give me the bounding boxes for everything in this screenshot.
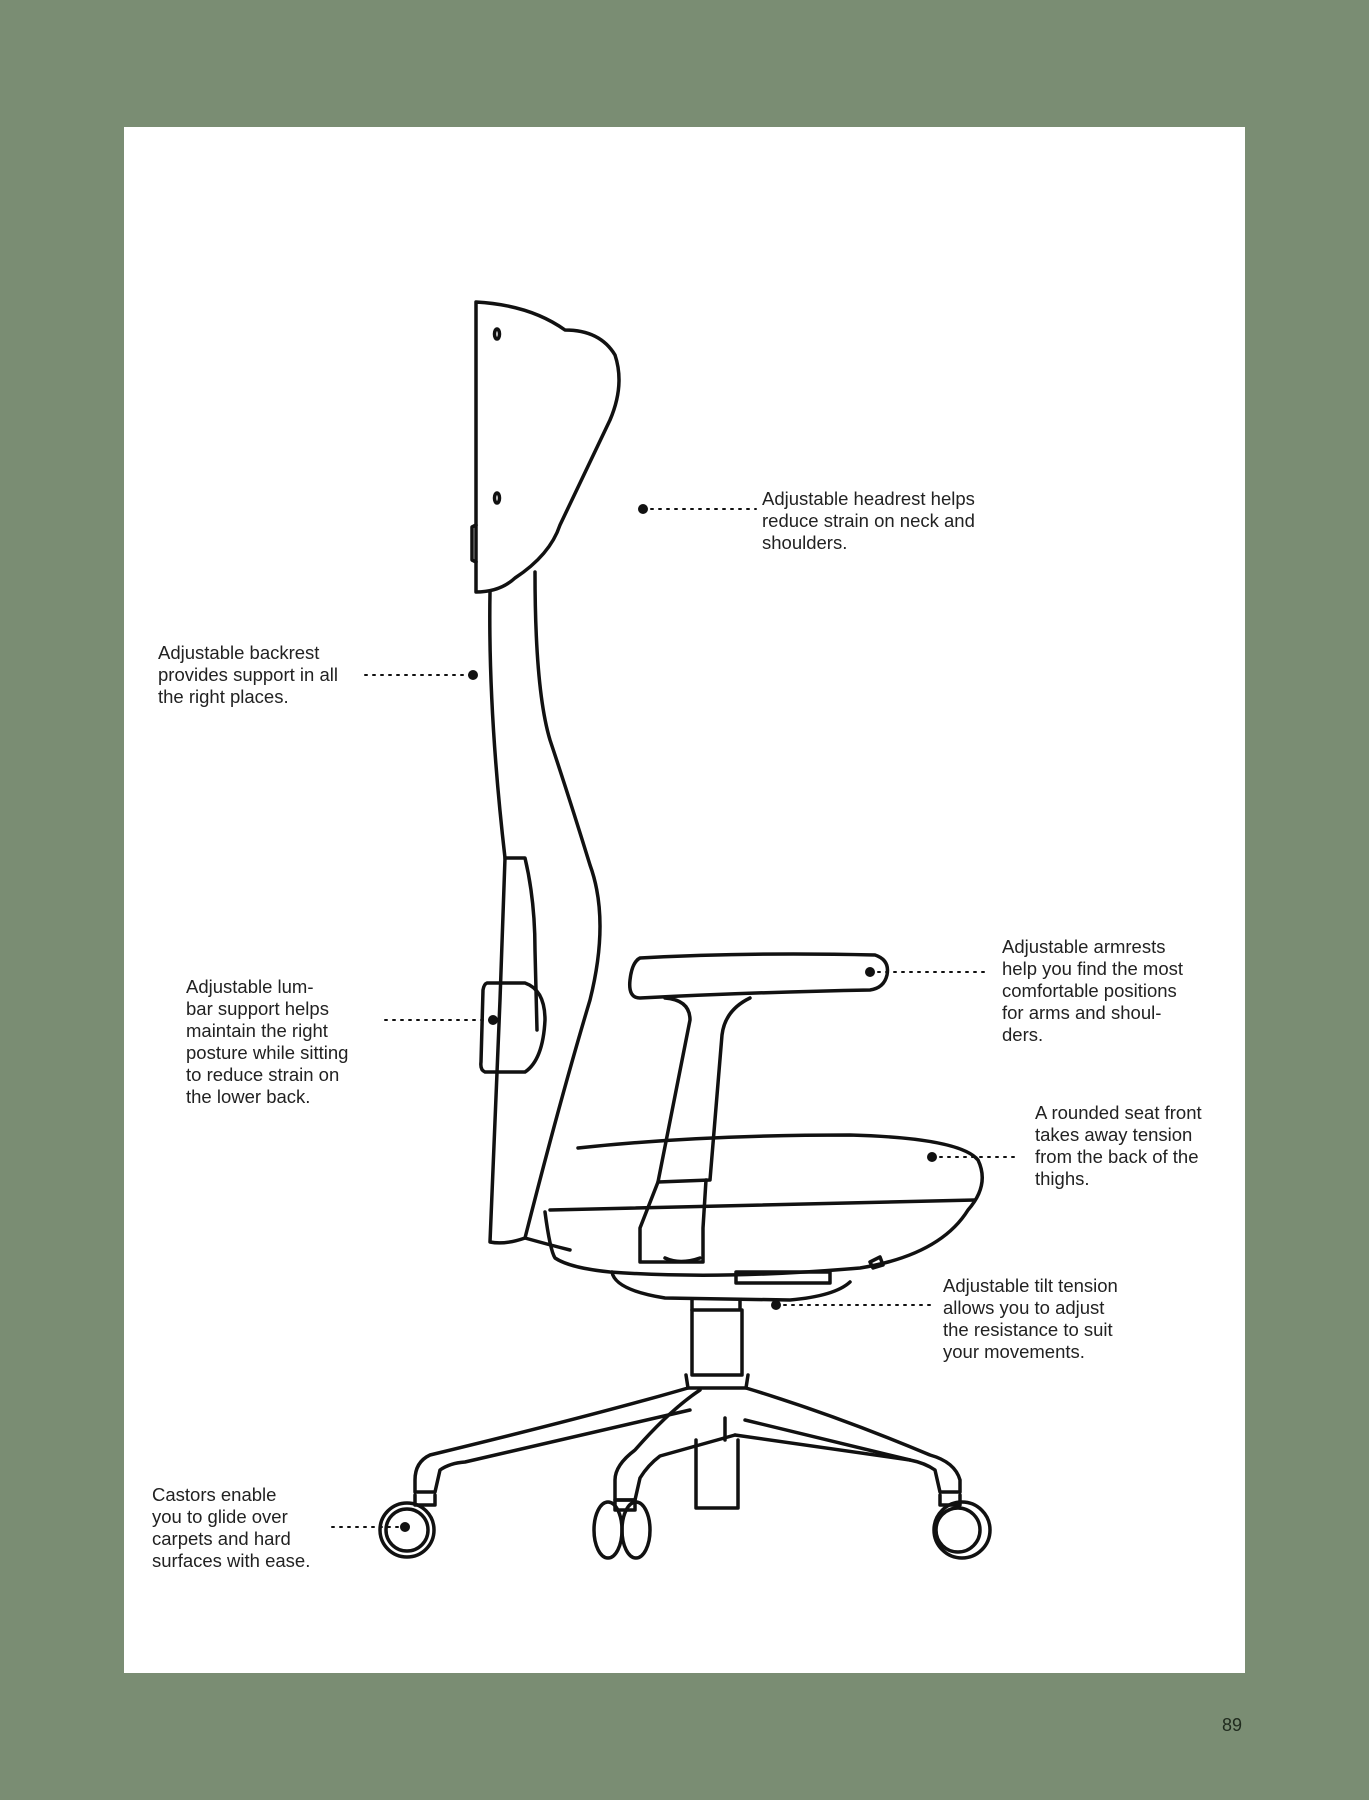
dot-tilt xyxy=(771,1300,781,1310)
armrest xyxy=(630,954,888,1262)
castor-right xyxy=(934,1495,990,1558)
callout-leaders xyxy=(332,509,1018,1527)
callout-armrests: Adjustable armrests help you find the most comfortable positions for arms and shoul- ders. xyxy=(1002,936,1183,1045)
callout-seat: A rounded seat front takes away tension from the back of the thighs. xyxy=(1035,1102,1202,1189)
callout-backrest: Adjustable backrest provides support in all the right places. xyxy=(158,642,338,707)
star-base xyxy=(415,1388,960,1500)
headrest xyxy=(472,302,619,592)
dot-castors xyxy=(400,1522,410,1532)
dot-seat xyxy=(927,1152,937,1162)
dot-lumbar xyxy=(488,1015,498,1025)
dot-headrest xyxy=(638,504,648,514)
seat xyxy=(525,1135,982,1300)
callout-lumbar: Adjustable lum- bar support helps maintain the right posture while sitting to reduce strain on the lower back. xyxy=(186,976,349,1107)
backrest xyxy=(490,572,600,1243)
callout-castors: Castors enable you to glide over carpets and hard surfaces with ease. xyxy=(152,1484,311,1571)
gas-lift xyxy=(686,1300,748,1508)
dot-armrests xyxy=(865,967,875,977)
callout-headrest: Adjustable headrest helps reduce strain on neck and shoulders. xyxy=(762,488,975,553)
dot-backrest xyxy=(468,670,478,680)
page-number: 89 xyxy=(1222,1715,1243,1735)
callout-tilt: Adjustable tilt tension allows you to adjust the resistance to suit your movements. xyxy=(943,1275,1118,1362)
castor-middle xyxy=(594,1500,650,1558)
